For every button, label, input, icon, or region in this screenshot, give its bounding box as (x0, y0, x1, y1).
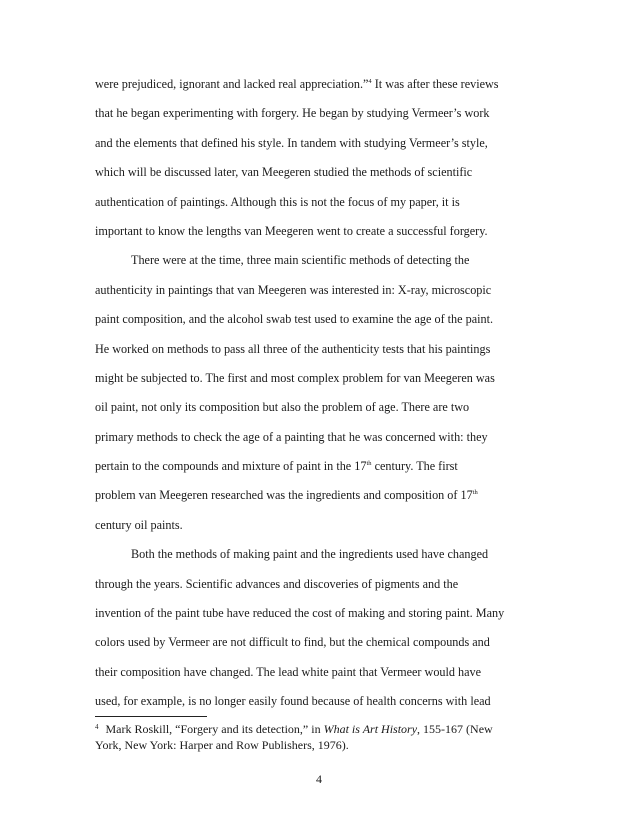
superscript: th (366, 460, 372, 468)
footnote-text: Mark Roskill, “Forgery and its detection,” in (105, 722, 324, 736)
text-run: It was after these reviews (371, 77, 499, 91)
text-line: authentication of paintings. Although this is not the focus of my paper, it is (95, 194, 460, 209)
text-run: century. The first (371, 459, 458, 474)
text-line: important to know the lengths van Meegeren went to create a successful forgery. (95, 223, 488, 238)
superscript: th (472, 489, 478, 497)
footnote-reference: 4 (368, 78, 372, 85)
footnote-book-title: What is Art History (323, 722, 418, 736)
text-line: primary methods to check the age of a painting that he was concerned with: they (95, 429, 488, 444)
text-line: paint composition, and the alcohol swab test used to examine the age of the paint. (95, 312, 494, 327)
paragraph-start-line: There were at the time, three main scientific methods of detecting the (131, 253, 470, 268)
body-text (95, 70, 535, 717)
text-line: that he began experimenting with forgery. He began by studying Vermeer’s work (95, 106, 490, 121)
text-line: which will be discussed later, van Meegeren studied the methods of scientific (95, 165, 473, 180)
footnote (95, 721, 535, 753)
text-run: pertain to the compounds and mixture of paint in the 17 (95, 459, 367, 474)
text-line (95, 452, 535, 481)
text-line: century oil paints. (95, 517, 183, 532)
text-line: might be subjected to. The first and most complex problem for van Meegeren was (95, 370, 495, 385)
text-run: problem van Meegeren researched was the ingredients and composition of 17 (95, 488, 473, 503)
text-line: colors used by Vermeer are not difficult to find, but the chemical compounds and (95, 635, 490, 650)
text-line: their composition have changed. The lead white paint that Vermeer would have (95, 664, 482, 679)
text-line: oil paint, not only its composition but also the problem of age. There are two (95, 400, 470, 415)
text-line: through the years. Scientific advances and discoveries of pigments and the (95, 576, 459, 591)
text-run: were prejudiced, ignorant and lacked real appreciation.” (95, 77, 369, 91)
text-line (95, 481, 535, 510)
text-line: used, for example, is no longer easily found because of health concerns with lead (95, 694, 491, 709)
paragraph-start-line: Both the methods of making paint and the ingredients used have changed (131, 547, 489, 562)
text-line: and the elements that defined his style. In tandem with studying Vermeer’s style, (95, 135, 488, 150)
page-number: 4 (316, 772, 322, 786)
footnote-text: York, New York: Harper and Row Publishers, 1976). (95, 738, 349, 752)
footnote-marker: 4 (95, 723, 99, 731)
footnote-separator (95, 716, 207, 717)
text-line (95, 70, 535, 99)
text-line: authenticity in paintings that van Meegeren was interested in: X-ray, microscopic (95, 282, 492, 297)
text-line: He worked on methods to pass all three of the authenticity tests that his paintings (95, 341, 491, 356)
text-line: invention of the paint tube have reduced the cost of making and storing paint. Many (95, 606, 505, 621)
footnote-text: , 155-167 (New (417, 722, 493, 736)
